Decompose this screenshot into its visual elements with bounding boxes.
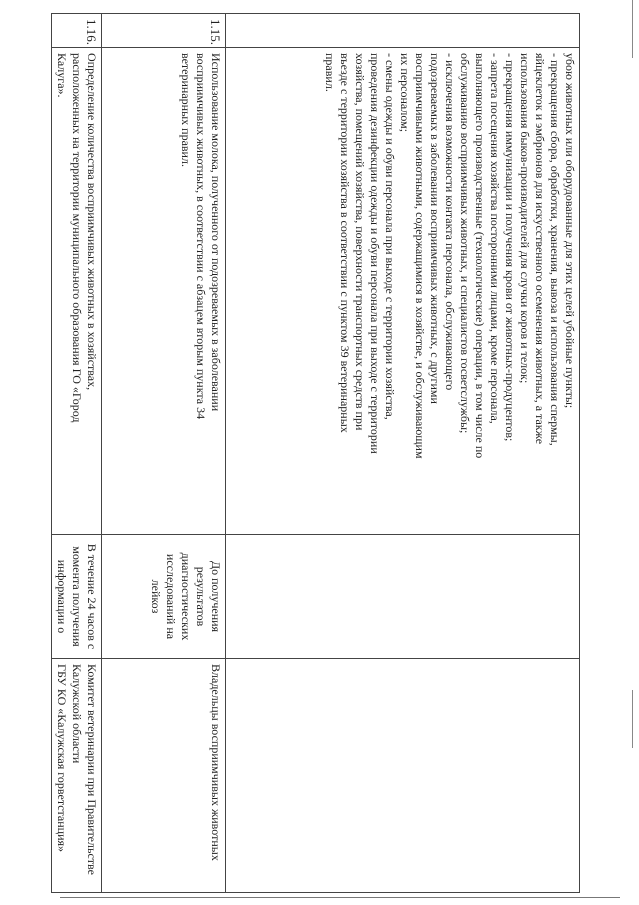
text-line: - прекращения иммунизации и получения крови от животных-продуцентов; xyxy=(503,53,517,442)
text-line: - запрета посещения хозяйства посторонними лицами, кроме персонала, xyxy=(488,53,502,424)
text-line: убою животных или оборудованные для этих целей убойные пункты; xyxy=(563,53,577,409)
text-line: - исключения возможности контакта персонала, обслуживающего xyxy=(443,53,457,391)
term-line: исследований на лейкоз xyxy=(149,553,178,640)
term-line: момента получения xyxy=(70,546,84,647)
text-line: подозреваемых в заболевании восприимчивых животных, с другими xyxy=(428,53,442,404)
text-line: Использование молока, полученного от подозреваемых в заболевании xyxy=(209,53,223,412)
term-line: До получения xyxy=(209,560,223,633)
measure-text xyxy=(52,48,102,535)
text-line: обслуживанию восприимчивых животных, и специалистов госветслужбы; xyxy=(458,53,472,434)
text-line: - прекращения сбора, обработки, хранения, вывоза и использования спермы, xyxy=(548,53,562,446)
row-number-empty xyxy=(226,14,580,48)
term-line: результатов xyxy=(194,566,208,627)
text-line: их персоналом; xyxy=(398,53,412,133)
measure-text xyxy=(102,48,226,535)
text-line: яйцеклеток и эмбрионов для искусственного осеменения животных, а также xyxy=(533,53,547,445)
responsible-line: Калужской области xyxy=(70,664,84,764)
term-empty xyxy=(226,535,580,659)
measures-table xyxy=(51,13,580,893)
table-row-continuation xyxy=(226,14,580,893)
scan-margin-mark xyxy=(632,690,633,748)
scan-margin-mark xyxy=(632,0,633,58)
responsible-empty xyxy=(226,659,580,893)
responsible-cell xyxy=(52,659,102,893)
responsible-line: Владельцы восприимчивых животных xyxy=(209,664,223,861)
text-line: хозяйства, помещений хозяйства, поверхности транспортных средств при xyxy=(353,53,367,431)
text-line: правил. xyxy=(323,53,337,92)
text-line: проведения дезинфекции одежды и обуви персонала при выходе с территории xyxy=(368,53,382,454)
text-line: восприимчивыми животными, содержащимися в хозяйстве, и обслуживающим xyxy=(413,53,427,459)
table-row xyxy=(102,14,226,893)
responsible-cell xyxy=(102,659,226,893)
text-line: выполняющего производственные (технологические) операции, в том числе по xyxy=(473,53,487,459)
row-number: 1.16. xyxy=(52,14,102,48)
measure-text-continued xyxy=(226,48,580,535)
responsible-line: ГБУ КО «Калужская горветстанция» xyxy=(55,664,69,853)
text-line: ветеринарных правил. xyxy=(179,53,193,167)
term-cell xyxy=(102,535,226,659)
text-line: въезде с территории хозяйства в соответствии с пунктом 39 ветеринарных xyxy=(338,53,352,433)
term-line: информации о xyxy=(55,559,69,634)
term-line: диагностических xyxy=(179,552,193,641)
row-number: 1.15. xyxy=(102,14,226,48)
text-line: Калуга». xyxy=(55,53,69,98)
responsible-line: Комитет ветеринарии при Правительстве xyxy=(85,664,99,875)
text-line: - смены одежды и обуви персонала при выходе с территории хозяйства, xyxy=(383,53,397,420)
term-line: В течение 24 часов с xyxy=(85,543,99,650)
scan-edge-line xyxy=(60,897,620,898)
text-line: использования быков-производителей для случки коров и телок; xyxy=(518,53,532,384)
term-cell xyxy=(52,535,102,659)
table-row xyxy=(52,14,102,893)
text-line: Определение количества восприимчивых животных в хозяйствах, xyxy=(85,53,99,391)
text-line: расположенных на территории муниципального образования ГО «Город xyxy=(70,53,84,423)
text-line: восприимчивых животных, в соответствии с абзацем вторым пункта 34 xyxy=(194,53,208,420)
